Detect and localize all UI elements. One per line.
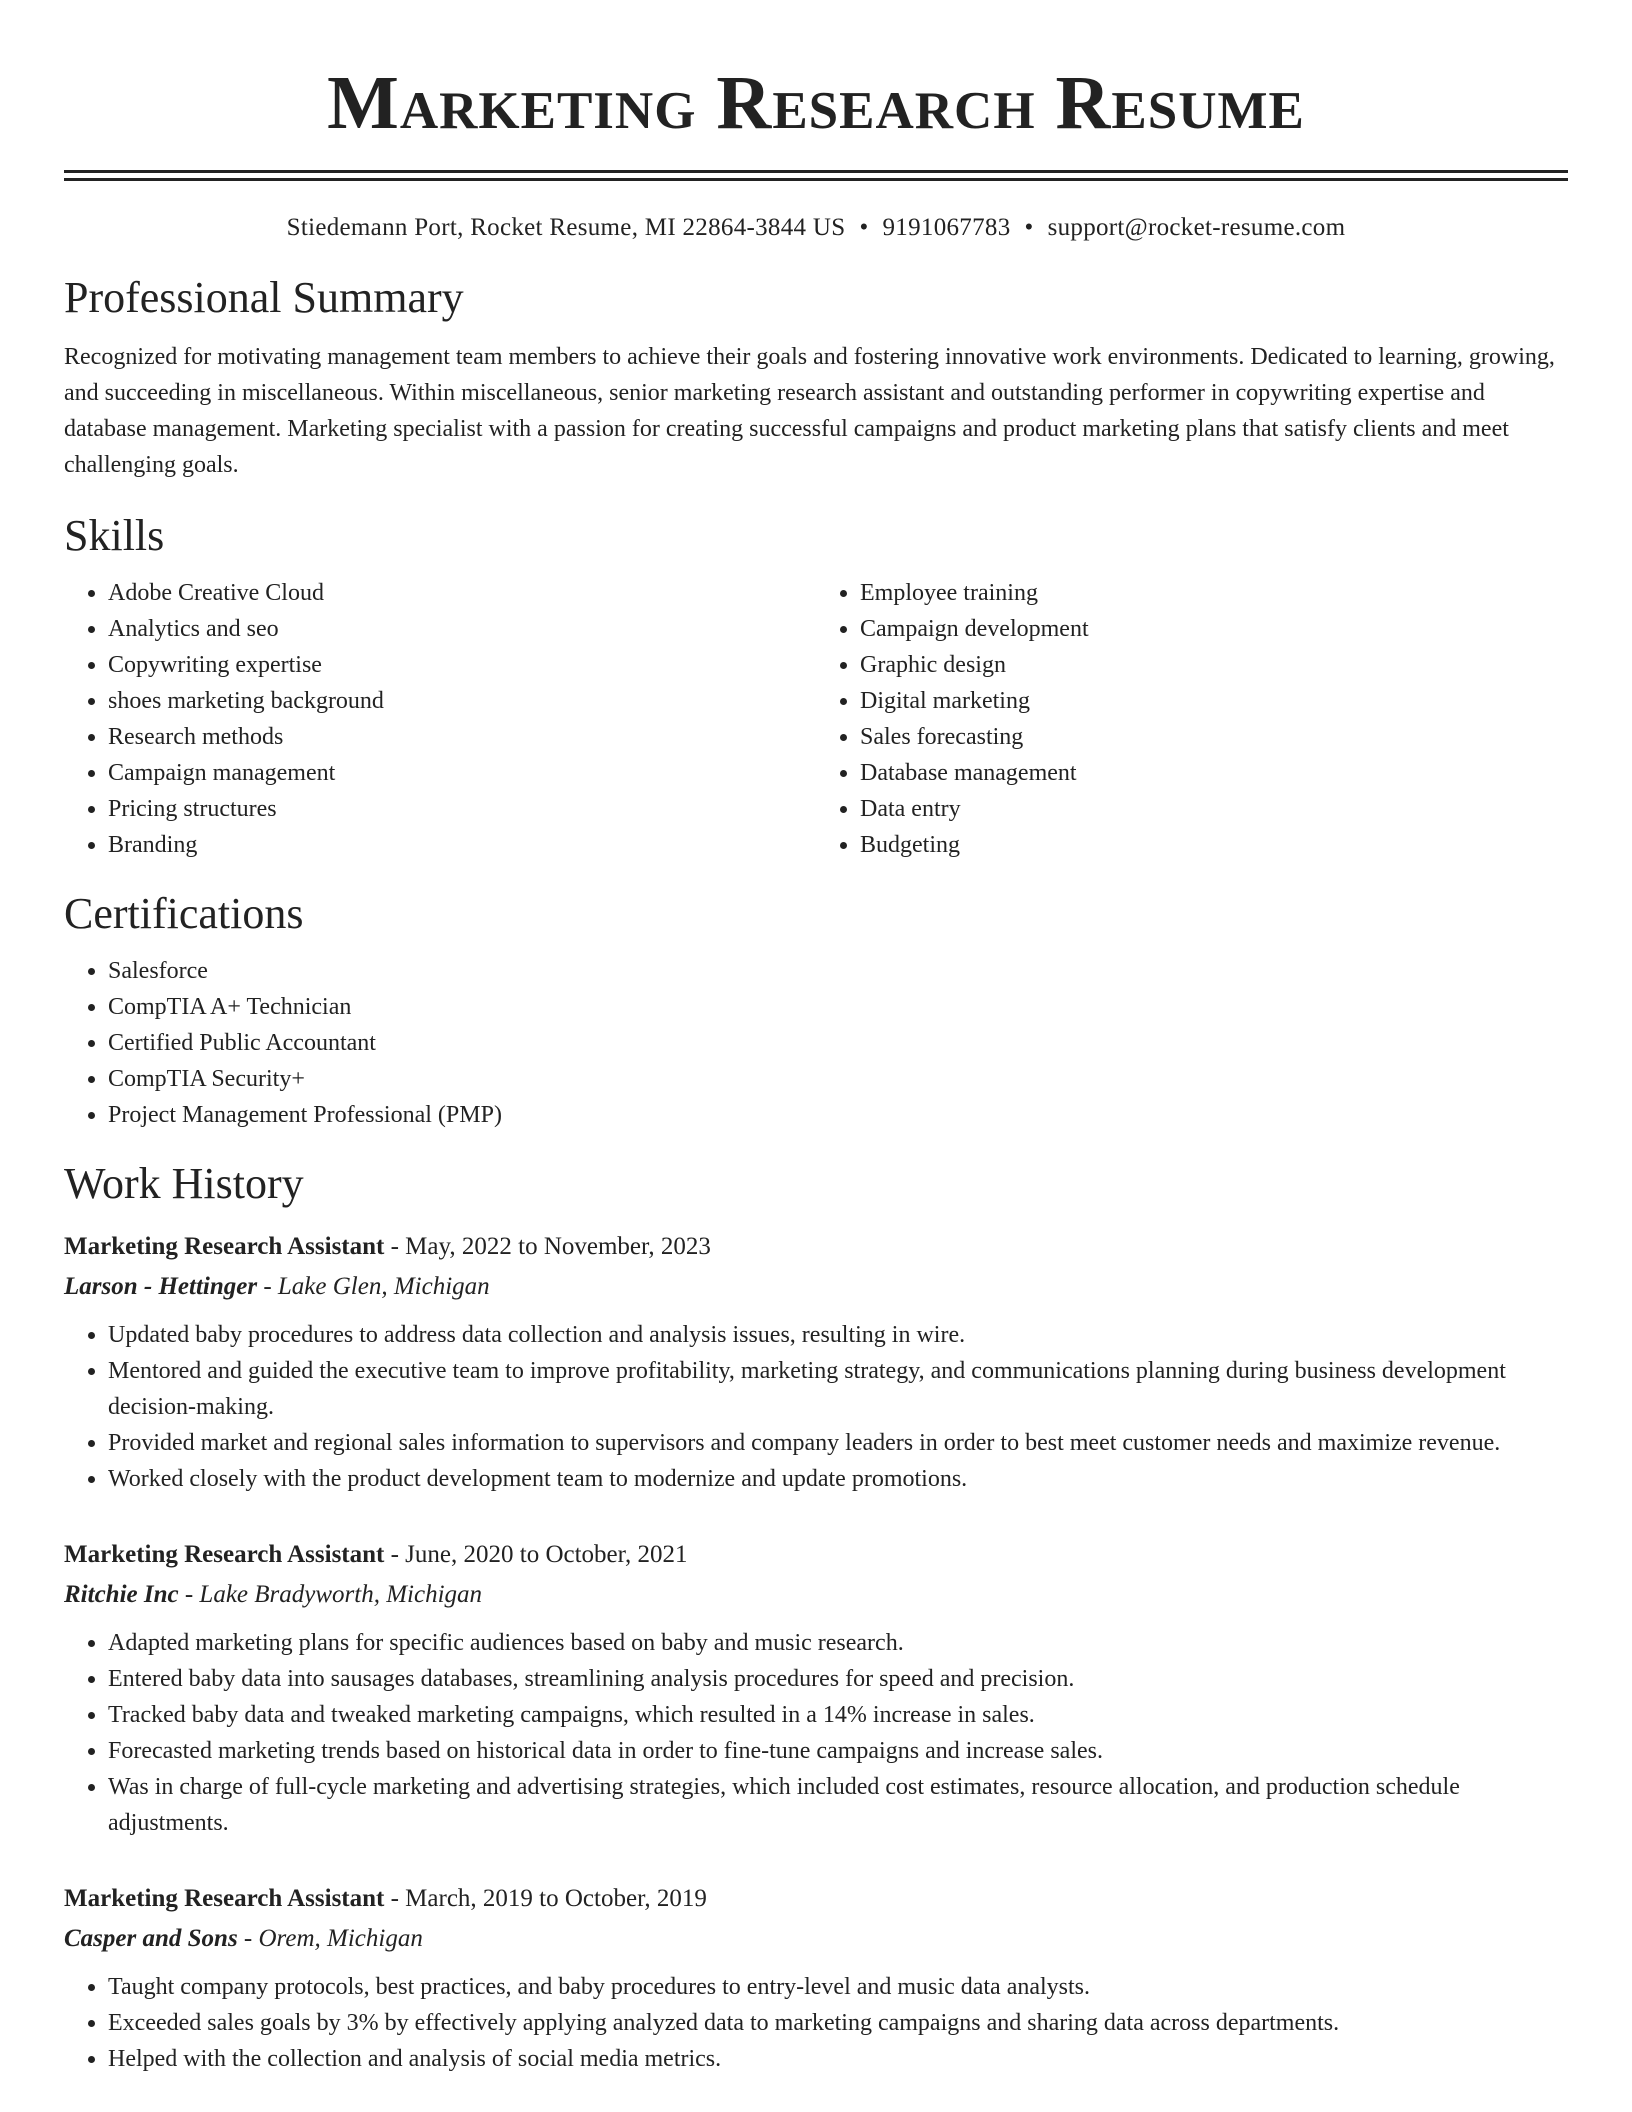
job-bullets (64, 1625, 1568, 1841)
job-dates: - March, 2019 to October, 2019 (390, 1885, 707, 1912)
company-location: - Lake Glen, Michigan (263, 1273, 490, 1300)
job-bullet: • Updated baby procedures to address data collection and analysis issues, resulting in wire. (108, 1317, 1568, 1353)
skill-item: • shoes marketing background (108, 683, 816, 719)
skill-item: • Budgeting (860, 827, 1568, 863)
skill-item: • Database management (860, 755, 1568, 791)
job-bullets (64, 1317, 1568, 1497)
skill-item: • Pricing structures (108, 791, 816, 827)
job-bullet: • Adapted marketing plans for specific audiences based on baby and music research. (108, 1625, 1568, 1661)
job-bullet: • Tracked baby data and tweaked marketing campaigns, which resulted in a 14% increase in sales. (108, 1697, 1568, 1733)
job-title-line (64, 1227, 1568, 1267)
contact-address: Stiedemann Port, Rocket Resume, MI 22864-3844 US (286, 214, 846, 241)
skill-item: • Sales forecasting (860, 719, 1568, 755)
company-line (64, 1267, 1568, 1307)
company-name: Casper and Sons (64, 1925, 238, 1952)
company-name: Larson - Hettinger (64, 1273, 258, 1300)
job-title: Marketing Research Assistant (64, 1885, 385, 1912)
skill-item: • Campaign management (108, 755, 816, 791)
skills-list-right (816, 575, 1568, 863)
certifications-heading: Certifications (64, 889, 304, 938)
skill-item: • Analytics and seo (108, 611, 816, 647)
resume-title: Marketing Research Resume (327, 61, 1305, 145)
skill-item: • Campaign development (860, 611, 1568, 647)
skill-item: • Digital marketing (860, 683, 1568, 719)
job-title-line (64, 1535, 1568, 1575)
company-line (64, 1575, 1568, 1615)
skill-item: • Data entry (860, 791, 1568, 827)
job-bullet: • Entered baby data into sausages databases, streamlining analysis procedures for speed and precision. (108, 1661, 1568, 1697)
skill-item: • Copywriting expertise (108, 647, 816, 683)
job-bullet: • Worked closely with the product development team to modernize and update promotions. (108, 1461, 1568, 1497)
job-bullet: • Forecasted marketing trends based on historical data in order to fine-tune campaigns and increase sales. (108, 1733, 1568, 1769)
job-title: Marketing Research Assistant (64, 1541, 385, 1568)
summary-heading: Professional Summary (64, 273, 464, 322)
certifications-list (64, 953, 1568, 1133)
skill-item: • Employee training (860, 575, 1568, 611)
certification-item: • Salesforce (108, 953, 1568, 989)
contact-separator: • (859, 214, 869, 241)
company-line (64, 1919, 1568, 1959)
job-entry (64, 1535, 1568, 1841)
skills-list-left (64, 575, 816, 863)
company-location: - Orem, Michigan (243, 1925, 423, 1952)
company-location: - Lake Bradyworth, Michigan (184, 1581, 483, 1608)
company-name: Ritchie Inc (64, 1581, 179, 1608)
certification-item: • Certified Public Accountant (108, 1025, 1568, 1061)
job-bullet: • Was in charge of full-cycle marketing and advertising strategies, which included cost estimates, resource allocation, and production schedule adjustments. (108, 1769, 1568, 1841)
job-title-line (64, 1879, 1568, 1919)
certification-item: • CompTIA A+ Technician (108, 989, 1568, 1025)
job-dates: - May, 2022 to November, 2023 (390, 1233, 711, 1260)
job-title: Marketing Research Assistant (64, 1233, 385, 1260)
work-history-heading: Work History (64, 1159, 304, 1208)
summary-text: Recognized for motivating management team members to achieve their goals and fostering innovative work environments. Dedicated to learning, growing, and succeeding in miscellaneous. Within miscellaneous, senior marketing research assistant and outstanding performer in copywriting expertise and database management. Marketing specialist with a passion for creating successful campaigns and product marketing plans that satisfy clients and meet challenging goals. (64, 344, 1555, 478)
skill-item: • Adobe Creative Cloud (108, 575, 816, 611)
job-bullet: • Provided market and regional sales information to supervisors and company leaders in order to best meet customer needs and maximize revenue. (108, 1425, 1568, 1461)
job-bullet: • Mentored and guided the executive team to improve profitability, marketing strategy, and communications planning during business development decision-making. (108, 1353, 1568, 1425)
certification-item: • Project Management Professional (PMP) (108, 1097, 1568, 1133)
skills-columns (64, 575, 1568, 863)
job-entry (64, 1227, 1568, 1497)
contact-separator: • (1024, 214, 1034, 241)
resume-page (64, 0, 1568, 2077)
title-rule-bottom (64, 178, 1568, 181)
contact-phone: 9191067783 (882, 214, 1011, 241)
skills-heading: Skills (64, 511, 165, 560)
job-dates: - June, 2020 to October, 2021 (390, 1541, 688, 1568)
certification-item: • CompTIA Security+ (108, 1061, 1568, 1097)
skill-item: • Branding (108, 827, 816, 863)
skill-item: • Graphic design (860, 647, 1568, 683)
job-entry (64, 1879, 1568, 2077)
job-bullet: • Taught company protocols, best practices, and baby procedures to entry-level and music data analysts. (108, 1969, 1568, 2005)
skill-item: • Research methods (108, 719, 816, 755)
job-bullet: • Exceeded sales goals by 3% by effectively applying analyzed data to marketing campaigns and sharing data across departments. (108, 2005, 1568, 2041)
job-bullets (64, 1969, 1568, 2077)
contact-email: support@rocket-resume.com (1047, 214, 1346, 241)
contact-line (64, 211, 1568, 245)
title-rule-top (64, 170, 1568, 173)
job-bullet: • Helped with the collection and analysis of social media metrics. (108, 2041, 1568, 2077)
